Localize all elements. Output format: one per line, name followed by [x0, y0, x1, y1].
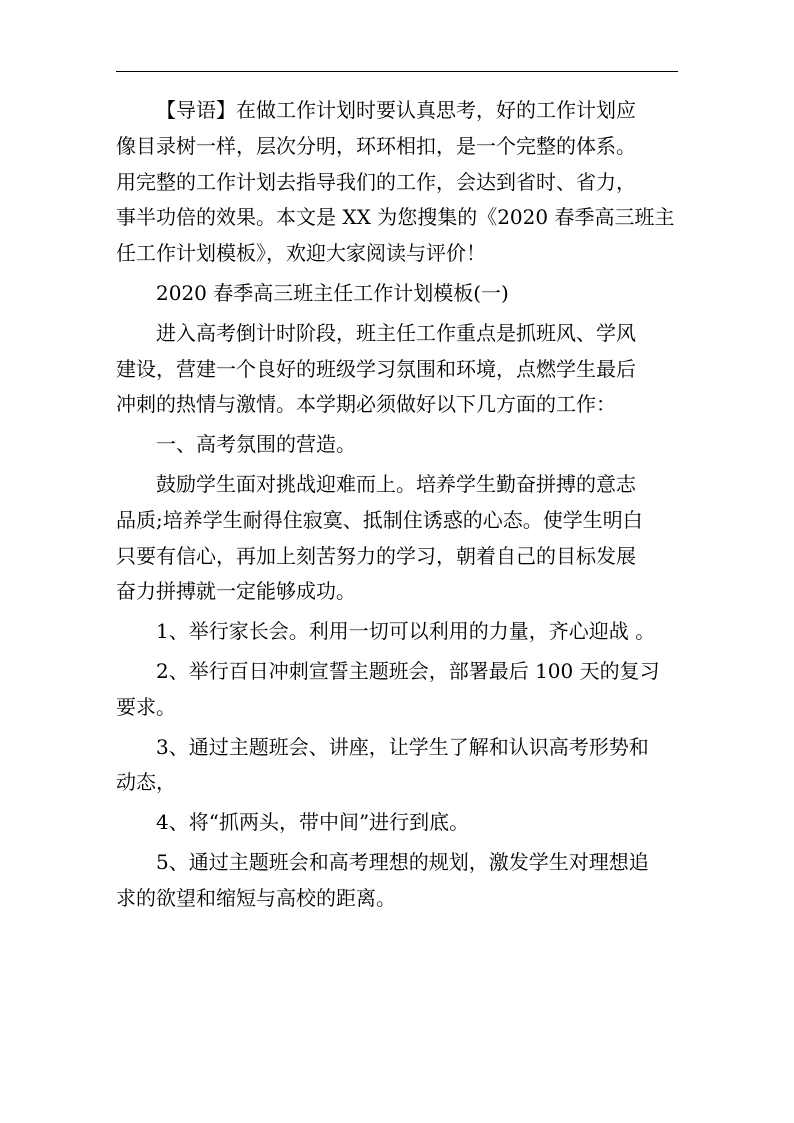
paragraph-line: 品质;培养学生耐得住寂寞、抵制住诱惑的心态。使学生明白: [116, 507, 643, 532]
paragraph-line: 像目录树一样，层次分明，环环相扣，是一个完整的体系。: [116, 133, 636, 158]
paragraph-line: 只要有信心，再加上刻苦努力的学习，朝着自己的目标发展: [116, 543, 636, 568]
list-item-4: [116, 805, 678, 841]
list-item-line: 4、将“抓两头，带中间”进行到底。: [156, 810, 470, 835]
paragraph-encourage: [116, 467, 678, 610]
list-item-5: [116, 845, 678, 917]
paragraph-line: 【导语】在做工作计划时要认真思考，好的工作计划应: [156, 98, 636, 122]
list-item-2: [116, 654, 678, 726]
paragraph-intro: [116, 93, 678, 272]
heading-1: [116, 427, 678, 463]
paragraph-line: 鼓励学生面对挑战迎难而上。培养学生勤奋拼搏的意志: [156, 471, 636, 496]
paragraph-line: 冲刺的热情与激情。本学期必须做好以下几方面的工作：: [116, 392, 616, 417]
list-item-line: 5、通过主题班会和高考理想的规划，激发学生对理想追: [156, 849, 649, 874]
list-item-line: 要求。: [116, 694, 176, 719]
header-rule: [116, 71, 678, 72]
paragraph-line: 任工作计划模板》，欢迎大家阅读与评价！: [116, 241, 486, 266]
list-item-line: 2、举行百日冲刺宣誓主题班会，部署最后 100 天的复习: [156, 658, 660, 683]
paragraph-overview: [116, 316, 678, 423]
section-title-line: 2020 春季高三班主任工作计划模板(一): [156, 280, 509, 305]
list-item-line: 3、通过主题班会、讲座，让学生了解和认识高考形势和: [156, 734, 649, 759]
paragraph-line: 用完整的工作计划去指导我们的工作，会达到省时、省力，: [116, 169, 636, 194]
document-body: [116, 93, 678, 917]
list-item-1: [116, 614, 678, 650]
list-item-3: [116, 730, 678, 802]
list-item-line: 动态，: [116, 770, 176, 795]
list-item-line: 求的欲望和缩短与高校的距离。: [116, 885, 396, 910]
list-item-line: 1、举行家长会。利用一切可以利用的力量，齐心迎战 。: [156, 619, 656, 644]
paragraph-line: 奋力拼搏就一定能够成功。: [116, 579, 356, 604]
heading-line: 一、高考氛围的营造。: [156, 432, 356, 457]
paragraph-line: 事半功倍的效果。本文是 XX 为您搜集的《2020 春季高三班主: [116, 205, 675, 230]
section-title: [116, 276, 678, 312]
paragraph-line: 建设，营建一个良好的班级学习氛围和环境，点燃学生最后: [116, 356, 636, 381]
paragraph-line: 进入高考倒计时阶段，班主任工作重点是抓班风、学风: [156, 320, 636, 345]
